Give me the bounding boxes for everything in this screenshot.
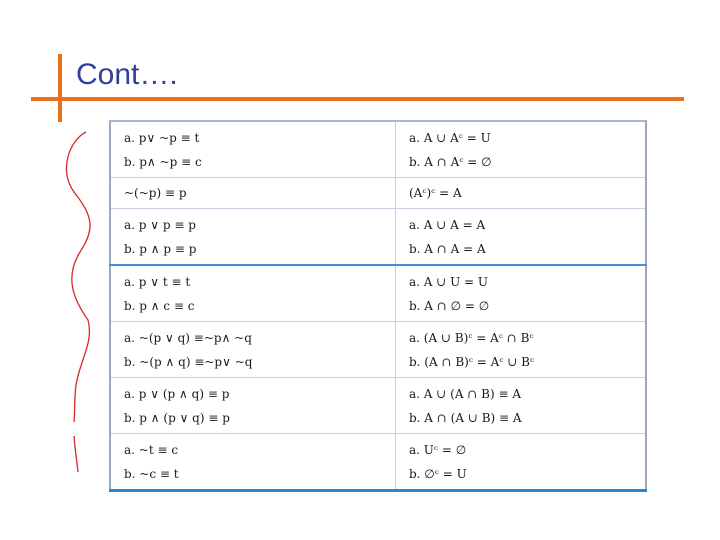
table-row	[110, 434, 646, 491]
laws-table-container	[109, 120, 647, 488]
set-law-cell	[396, 322, 647, 378]
table-row	[110, 209, 646, 266]
logic-law-line: a. ~t ≡ c	[124, 442, 179, 457]
logic-law-line: ~(~p) ≡ p	[124, 186, 187, 200]
set-law-line: b. A ∩ (A ∪ B) ≡ A	[409, 410, 522, 425]
set-law-line: b. A ∩ A = A	[409, 241, 486, 256]
set-law-line: b. A ∩ ∅ = ∅	[409, 298, 490, 313]
set-law-cell	[396, 434, 647, 491]
set-law-cell	[396, 178, 647, 209]
set-law-line: a. (A ∪ B)ᶜ = Aᶜ ∩ Bᶜ	[409, 330, 534, 345]
set-law-cell	[396, 121, 647, 178]
logic-law-line: b. ~(p ∧ q) ≡~p∨ ~q	[124, 354, 253, 369]
set-law-line: a. A ∪ (A ∩ B) ≡ A	[409, 386, 522, 401]
logic-law-cell	[110, 209, 396, 266]
logic-law-line: a. p∨ ~p ≡ t	[124, 130, 200, 145]
set-law-line: a. A ∪ A = A	[409, 217, 486, 232]
set-law-line: b. (A ∩ B)ᶜ = Aᶜ ∪ Bᶜ	[409, 354, 535, 369]
set-law-line: (Aᶜ)ᶜ = A	[409, 186, 462, 200]
set-law-cell	[396, 378, 647, 434]
logic-law-cell	[110, 178, 396, 209]
logic-law-line: b. ~c ≡ t	[124, 466, 179, 481]
set-law-cell	[396, 265, 647, 322]
logic-law-cell	[110, 434, 396, 491]
set-law-line: b. A ∩ Aᶜ = ∅	[409, 154, 492, 169]
logic-law-line: a. p ∨ t ≡ t	[124, 274, 191, 289]
set-law-line: a. Uᶜ = ∅	[409, 442, 467, 457]
logic-law-line: a. ~(p ∨ q) ≡~p∧ ~q	[124, 330, 252, 345]
logic-law-cell	[110, 265, 396, 322]
title-underline-rule	[31, 97, 684, 101]
table-row	[110, 265, 646, 322]
logic-law-cell	[110, 378, 396, 434]
logic-law-line: b. p ∧ c ≡ c	[124, 298, 195, 313]
table-row	[110, 121, 646, 178]
logic-law-line: b. p∧ ~p ≡ c	[124, 154, 202, 169]
logic-law-line: b. p ∧ (p ∨ q) ≡ p	[124, 410, 230, 425]
set-law-line: b. ∅ᶜ = U	[409, 466, 467, 481]
logic-law-line: a. p ∨ (p ∧ q) ≡ p	[124, 386, 230, 401]
table-row	[110, 378, 646, 434]
logic-law-cell	[110, 322, 396, 378]
set-law-line: a. A ∪ U = U	[409, 274, 489, 289]
slide-title: Cont….	[76, 58, 178, 91]
table-row	[110, 322, 646, 378]
logic-law-cell	[110, 121, 396, 178]
handwritten-annotation-curve	[0, 0, 110, 540]
set-law-cell	[396, 209, 647, 266]
laws-table	[109, 120, 647, 492]
table-row	[110, 178, 646, 209]
set-law-line: a. A ∪ Aᶜ = U	[409, 130, 491, 145]
logic-law-line: b. p ∧ p ≡ p	[124, 241, 197, 256]
logic-law-line: a. p ∨ p ≡ p	[124, 217, 196, 232]
